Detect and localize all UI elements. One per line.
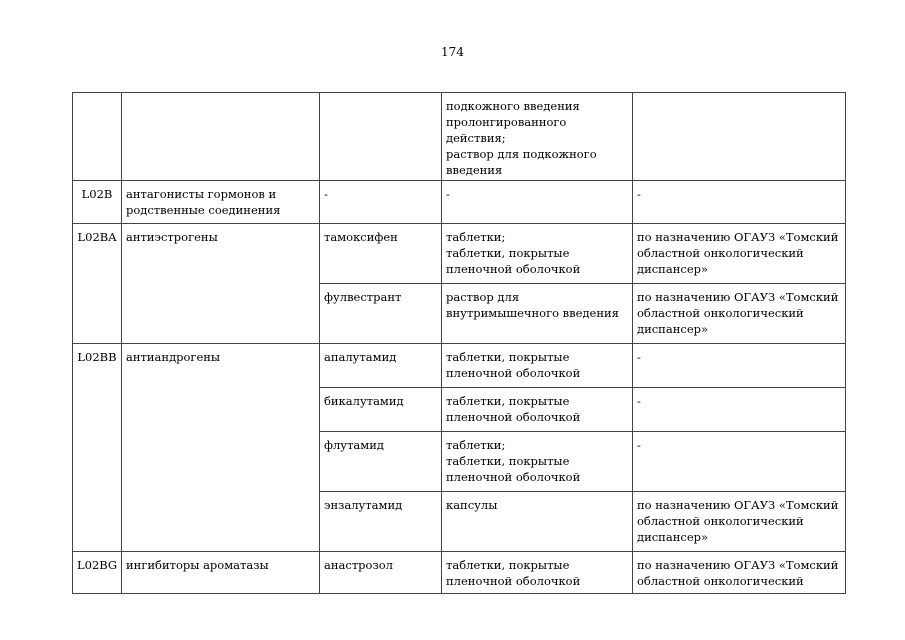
form-cell: подкожного введения пролонгированного действия; раствор для подкожного введения <box>442 93 633 181</box>
page-number: 174 <box>441 45 464 59</box>
form-cell: таблетки; таблетки, покрытые пленочной оболочкой <box>442 224 633 284</box>
drug-cell: энзалутамид <box>320 492 442 552</box>
code-cell: L02BG <box>73 552 122 594</box>
drug-cell <box>320 93 442 181</box>
table-row <box>73 552 846 594</box>
group-cell: антагонисты гормонов и родственные соединения <box>122 181 320 224</box>
note-cell: - <box>633 181 846 224</box>
note-cell: по назначению ОГАУЗ «Томский областной онкологический диспансер» <box>633 492 846 552</box>
group-cell <box>122 93 320 181</box>
note-cell <box>633 93 846 181</box>
group-cell: ингибиторы ароматазы <box>122 552 320 594</box>
group-cell: антиандрогены <box>122 344 320 552</box>
table-row <box>73 93 846 181</box>
code-cell <box>73 93 122 181</box>
drug-cell: бикалутамид <box>320 388 442 432</box>
drug-cell: анастрозол <box>320 552 442 594</box>
form-cell: таблетки, покрытые пленочной оболочкой <box>442 388 633 432</box>
drug-cell: фулвестрант <box>320 284 442 344</box>
note-cell: по назначению ОГАУЗ «Томский областной онкологический диспансер» <box>633 284 846 344</box>
table-row <box>73 344 846 388</box>
note-cell: - <box>633 388 846 432</box>
form-cell: раствор для внутримышечного введения <box>442 284 633 344</box>
table-row <box>73 181 846 224</box>
table-row <box>73 224 846 284</box>
form-cell: таблетки, покрытые пленочной оболочкой <box>442 552 633 594</box>
drug-cell: флутамид <box>320 432 442 492</box>
note-cell: - <box>633 432 846 492</box>
drug-cell: - <box>320 181 442 224</box>
code-cell: L02BB <box>73 344 122 552</box>
form-cell: капсулы <box>442 492 633 552</box>
code-cell: L02B <box>73 181 122 224</box>
form-cell: таблетки; таблетки, покрытые пленочной оболочкой <box>442 432 633 492</box>
group-cell: антиэстрогены <box>122 224 320 344</box>
note-cell: по назначению ОГАУЗ «Томский областной онкологический <box>633 552 846 594</box>
note-cell: - <box>633 344 846 388</box>
note-cell: по назначению ОГАУЗ «Томский областной онкологический диспансер» <box>633 224 846 284</box>
drug-cell: тамоксифен <box>320 224 442 284</box>
drug-cell: апалутамид <box>320 344 442 388</box>
form-cell: - <box>442 181 633 224</box>
drug-table <box>72 92 846 594</box>
form-cell: таблетки, покрытые пленочной оболочкой <box>442 344 633 388</box>
code-cell: L02BA <box>73 224 122 344</box>
